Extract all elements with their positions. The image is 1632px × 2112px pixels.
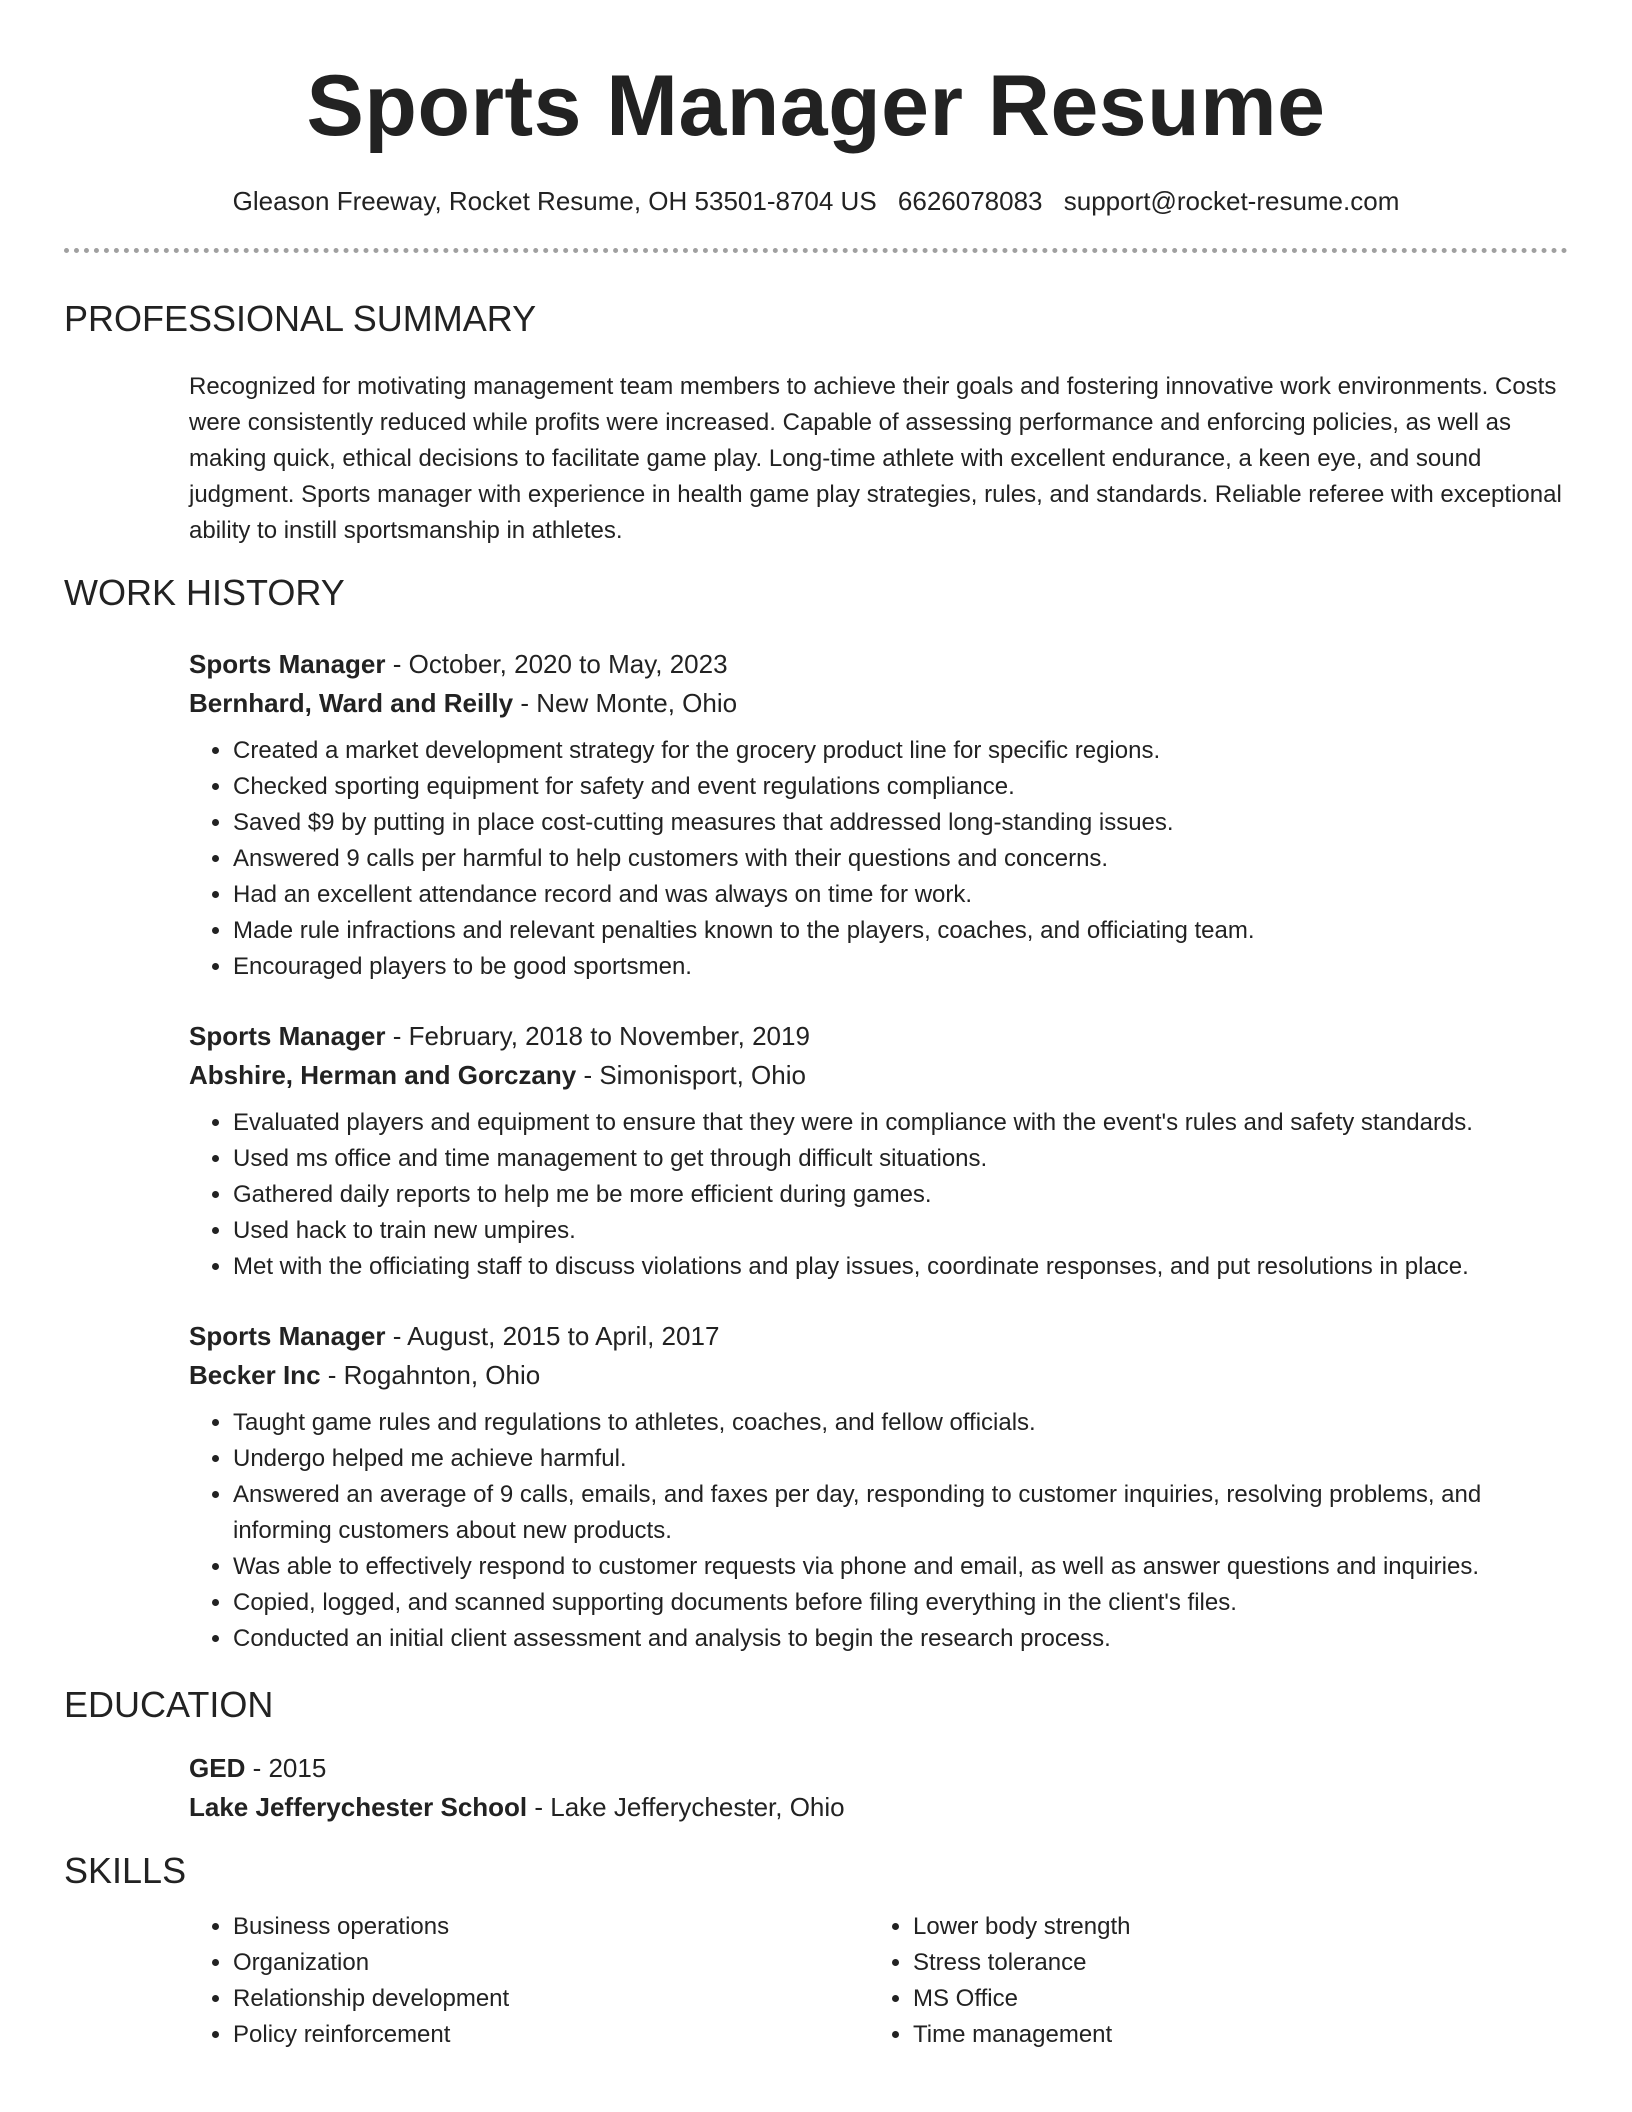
job-dates: - August, 2015 to April, 2017 — [385, 1321, 720, 1351]
list-item: • Copied, logged, and scanned supporting documents before filing everything in the client's files. — [233, 1585, 1568, 1621]
skill-item: • Time management — [913, 2017, 1549, 2053]
list-item: • Was able to effectively respond to customer requests via phone and email, as well as answer questions and inquiries. — [233, 1549, 1568, 1585]
contact-phone: 6626078083 — [897, 186, 1043, 216]
list-item: • Had an excellent attendance record and was always on time for work. — [233, 877, 1568, 913]
summary-text: Recognized for motivating management team members to achieve their goals and fostering innovative work environments. Costs were consistently reduced while profits were increased. Capable of assessing performance and enforcing policies, as well as making quick, ethical decisions to facilitate game play. Long-time athlete with excellent endurance, a keen eye, and sound judgment. Sports manager with experience in health game play strategies, rules, and standards. Reliable referee with exceptional ability to instill sportsmanship in athletes. — [189, 373, 1562, 544]
header-divider — [64, 248, 1568, 253]
job-bullets — [189, 1405, 1568, 1657]
job-entry — [189, 1017, 1568, 1285]
skill-item: • Organization — [233, 1945, 869, 1981]
list-item: • Encouraged players to be good sportsmen. — [233, 949, 1568, 985]
list-item: • Created a market development strategy for the grocery product line for specific regions. — [233, 733, 1568, 769]
job-entry — [189, 645, 1568, 985]
contact-address: Gleason Freeway, Rocket Resume, OH 53501-8704 US — [232, 186, 877, 216]
education-section — [189, 1749, 1568, 1827]
job-location: - Rogahnton, Ohio — [320, 1360, 541, 1390]
work-history-heading: WORK HISTORY — [64, 572, 345, 613]
list-item: • Used hack to train new umpires. — [233, 1213, 1568, 1249]
education-location: - Lake Jefferychester, Ohio — [527, 1792, 845, 1822]
education-heading: EDUCATION — [64, 1684, 274, 1725]
job-company-line — [189, 684, 1568, 723]
job-bullets — [189, 1105, 1568, 1285]
job-dates: - October, 2020 to May, 2023 — [385, 649, 728, 679]
contact-email: support@rocket-resume.com — [1063, 186, 1400, 216]
summary-heading: PROFESSIONAL SUMMARY — [64, 298, 537, 339]
education-year: - 2015 — [245, 1753, 327, 1783]
job-location: - Simonisport, Ohio — [576, 1060, 806, 1090]
summary-section — [189, 369, 1568, 549]
skills-section — [189, 1909, 1568, 2053]
skills-heading: SKILLS — [64, 1850, 187, 1891]
job-bullets — [189, 733, 1568, 985]
list-item: • Saved $9 by putting in place cost-cutting measures that addressed long-standing issues. — [233, 805, 1568, 841]
list-item: • Conducted an initial client assessment and analysis to begin the research process. — [233, 1621, 1568, 1657]
skill-item: • Relationship development — [233, 1981, 869, 2017]
job-location: - New Monte, Ohio — [513, 688, 738, 718]
job-dates: - February, 2018 to November, 2019 — [385, 1021, 810, 1051]
list-item: • Used ms office and time management to get through difficult situations. — [233, 1141, 1568, 1177]
list-item: • Checked sporting equipment for safety and event regulations compliance. — [233, 769, 1568, 805]
skill-item: • Business operations — [233, 1909, 869, 1945]
skills-list-right — [869, 1909, 1549, 2053]
job-company: Becker Inc — [189, 1360, 321, 1390]
job-title-line — [189, 645, 1568, 684]
job-company: Bernhard, Ward and Reilly — [189, 688, 514, 718]
job-company-line — [189, 1056, 1568, 1095]
list-item: • Undergo helped me achieve harmful. — [233, 1441, 1568, 1477]
job-entry — [189, 1317, 1568, 1657]
skills-list-left — [189, 1909, 869, 2053]
contact-line — [64, 184, 1568, 218]
job-title-line — [189, 1317, 1568, 1356]
job-position: Sports Manager — [189, 1321, 386, 1351]
skills-columns — [189, 1909, 1568, 2053]
job-position: Sports Manager — [189, 649, 386, 679]
job-company: Abshire, Herman and Gorczany — [189, 1060, 577, 1090]
list-item: • Made rule infractions and relevant penalties known to the players, coaches, and officiating team. — [233, 913, 1568, 949]
list-item: • Gathered daily reports to help me be more efficient during games. — [233, 1177, 1568, 1213]
list-item: • Answered an average of 9 calls, emails, and faxes per day, responding to customer inquiries, resolving problems, and informing customers about new products. — [233, 1477, 1568, 1549]
education-school-line — [189, 1788, 1568, 1827]
skill-item: • Policy reinforcement — [233, 2017, 869, 2053]
list-item: • Answered 9 calls per harmful to help customers with their questions and concerns. — [233, 841, 1568, 877]
list-item: • Evaluated players and equipment to ensure that they were in compliance with the event's rules and safety standards. — [233, 1105, 1568, 1141]
skill-item: • Stress tolerance — [913, 1945, 1549, 1981]
work-history-section — [189, 645, 1568, 1657]
education-degree: GED — [189, 1753, 246, 1783]
job-title-line — [189, 1017, 1568, 1056]
list-item: • Met with the officiating staff to discuss violations and play issues, coordinate responses, and put resolutions in place. — [233, 1249, 1568, 1285]
job-position: Sports Manager — [189, 1021, 386, 1051]
education-degree-line — [189, 1749, 1568, 1788]
resume-title: Sports Manager Resume — [306, 58, 1326, 154]
skill-item: • MS Office — [913, 1981, 1549, 2017]
job-company-line — [189, 1356, 1568, 1395]
skill-item: • Lower body strength — [913, 1909, 1549, 1945]
list-item: • Taught game rules and regulations to athletes, coaches, and fellow officials. — [233, 1405, 1568, 1441]
education-school: Lake Jefferychester School — [189, 1792, 528, 1822]
